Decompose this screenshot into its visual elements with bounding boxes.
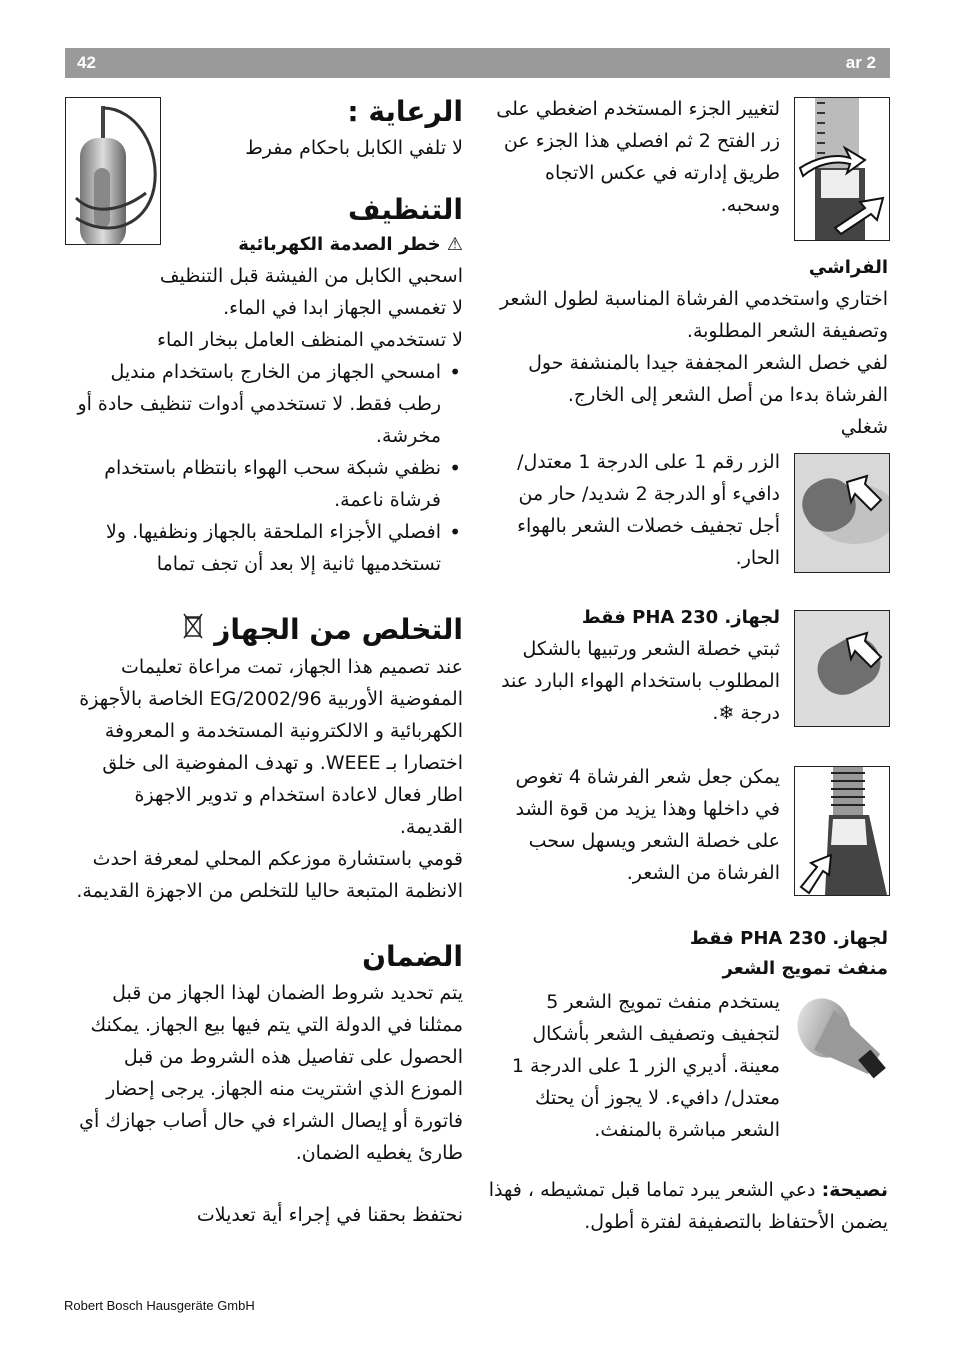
crossed-bin-icon [182, 611, 204, 651]
cleaning-title: التنظيف [347, 193, 463, 226]
pha-cold-text: ثبتي خصلة الشعر ورتبيها بالشكل المطلوب باستخدام الهواء البارد عند درجة ❄. [501, 638, 780, 724]
diffuser-text: يستخدم منفث تمويج الشعر 5 لتجفيف وتصفيف الشعر بأشكال معينة. أديري الزر 1 على الدرجة 1 معتدل/ دافيء. لا يجوز أن يحتك الشعر مباشرة بالمنفث. [511, 991, 780, 1141]
disposal-heading [68, 610, 463, 651]
care-title: الرعاية : [347, 95, 463, 128]
pha-title-2: لجهاز. PHA 230 فقط [689, 928, 888, 949]
page-number-right: ar 2 [845, 53, 876, 72]
cold-button-image [794, 610, 890, 727]
footer-company: Robert Bosch Hausgeräte GmbH [64, 1298, 255, 1313]
cleaning-line-3: لا تستخدمي المنظف العامل ببخار الماء [157, 329, 463, 351]
tip-section [488, 1174, 888, 1238]
warranty-text: يتم تحديد شروط الضمان لهذا الجهاز من قبل ممثلنا في الدولة التي يتم فيها بيع الجهاز. يمكنك الحصول على تفاصيل هذه الشروط من قبل الموزع الذي اشتريت منه الجهاز. يرجى إحضار فاتورة أو إيصال الشراء في حال أصاب جهازك أي طارئ يغطيه الضمان. [79, 982, 463, 1164]
operate-section [488, 446, 780, 574]
page-number-left: 42 [77, 53, 96, 72]
brush4-section [488, 761, 780, 889]
operate-text: الزر رقم 1 على الدرجة 1 معتدل/ دافيء أو الدرجة 2 شديد/ حار من أجل تجفيف خصلات الشعر بالهواء الحار. [517, 451, 780, 569]
pha-cold-section [488, 603, 780, 729]
brushes-text-2: لفي خصل الشعر المجففة جيدا بالمنشفة حول الفرشاة بدءا من أصل الشعر إلى الخارج. [528, 352, 888, 406]
change-part-text: لتغيير الجزء المستخدم اضغطي على زر الفتح 2 ثم افصلي هذا الجزء عن طريق إدارته في عكس الاتجاه وسحبه. [496, 98, 780, 216]
tip-paragraph [488, 1174, 888, 1238]
warning-title: خطر الصدمة الكهربائية [238, 234, 441, 255]
cleaning-bullet-3: • افصلي الأجزاء الملحقة بالجهاز ونظفيها. ولا تستخدميها ثانية إلا بعد أن تجف تماما [68, 516, 463, 580]
right-column-top [488, 93, 780, 221]
disposal-text-1: عند تصميم هذا الجهاز، تمت مراعاة تعليمات المفوضية الأوربية 2002/96/EG الخاصة بالأجهزة الكهربائية و الالكترونية المستخدمة و المعروفة اختصارا بـ WEEE. و تهدف المفوضية الى خلق اطار فعال لاعادة استخدام و تدوير الاجهزة القديمة. [79, 656, 463, 838]
brushes-section [488, 253, 888, 443]
warranty-note: نحتفظ بحقنا في إجراء أية تعديلات [196, 1204, 463, 1226]
pha-title-1: لجهاز. PHA 230 فقط [581, 607, 780, 628]
diffuser-title: منفث تمويج الشعر [722, 958, 888, 979]
operate-title: شغلي [840, 416, 888, 438]
cleaning-bullet-1: • امسحي الجهاز من الخارج باستخدام منديل رطب فقط. لا تستخدمي أدوات تنظيف حادة أو مخرشة. [68, 356, 463, 452]
brush-retract-image [794, 766, 890, 896]
brush4-text: يمكن جعل شعر الفرشاة 4 تغوص في داخلها وهذا يزيد من قوة الشد على خصلة الشعر ويسهل سحب الفرشاة من الشعر. [515, 766, 780, 884]
tip-label: نصيحة: [821, 1179, 888, 1201]
diffuser-image [794, 990, 890, 1090]
cleaning-line-2: لا تغمسي الجهاز ابدا في الماء. [223, 297, 463, 319]
care-text: لا تلفي الكابل باحكام مفرط [245, 137, 463, 159]
disposal-text-2: قومي باستشارة موزعكم المحلي لمعرفة احدث الانظمة المتبعة حاليا للتخلص من الاجهزة القديمة. [76, 848, 463, 902]
cleaning-line-1: اسحبي الكابل من الفيشة قبل التنظيف [159, 265, 463, 287]
brushes-title: الفراشي [808, 257, 888, 278]
change-part-image [794, 97, 890, 241]
warning-heading [68, 230, 463, 260]
tip-text: دعي الشعر يبرد تماما قبل تمشيطه ، فهذا يضمن الأحتفاظ بالتصفيفة لفترة أطول. [488, 1179, 888, 1233]
warning-icon: ⚠ [446, 234, 463, 255]
cleaning-bullet-2: • نظفي شبكة سحب الهواء بانتظام باستخدام فرشاة ناعمة. [68, 452, 463, 516]
page-header [65, 48, 890, 78]
warranty-title: الضمان [362, 940, 463, 973]
diffuser-text-block [488, 986, 780, 1146]
disposal-title: التخلص من الجهاز [214, 613, 463, 646]
button-1-image [794, 453, 890, 573]
brushes-text-1: اختاري واستخدمي الفرشاة المناسبة لطول الشعر وتصفيفة الشعر المطلوبة. [499, 288, 888, 342]
diffuser-section [488, 924, 888, 984]
left-column [68, 92, 463, 1231]
